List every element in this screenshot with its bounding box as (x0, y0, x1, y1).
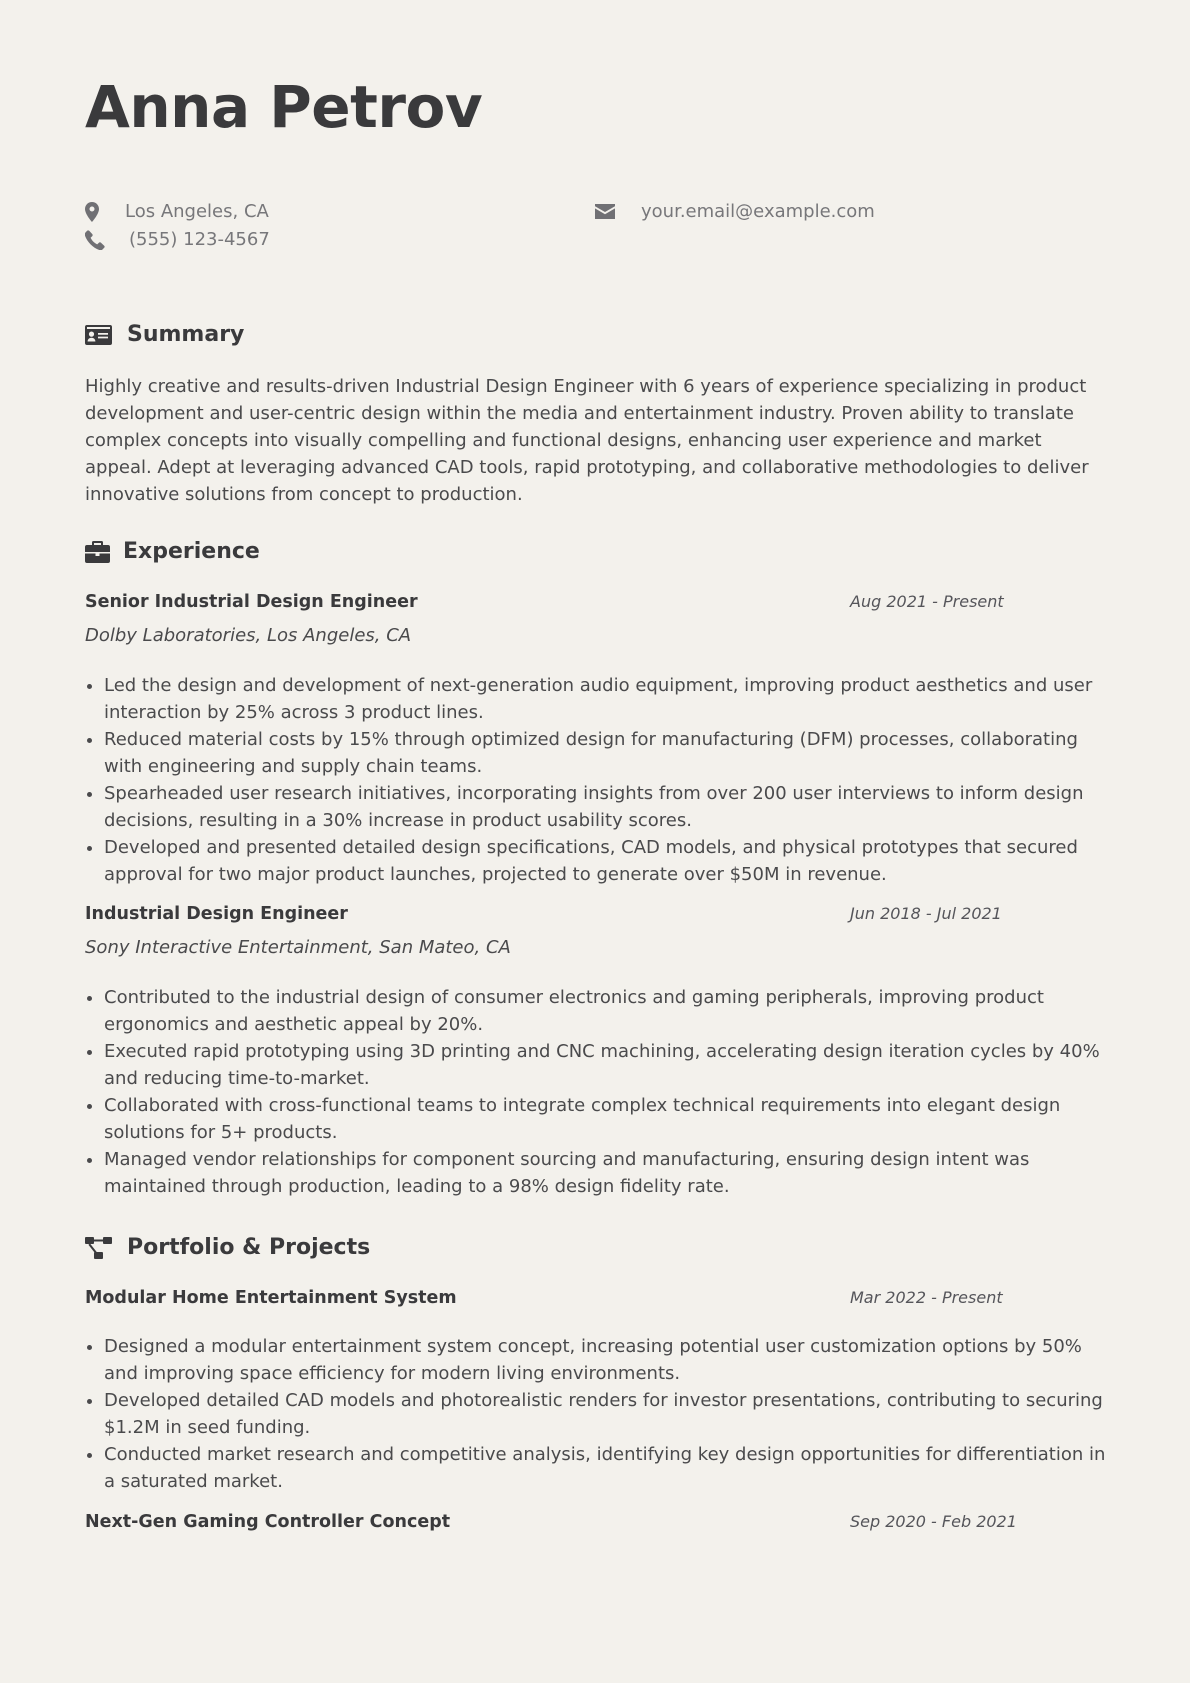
map-marker-icon (85, 202, 99, 222)
project-bullets (85, 1333, 1110, 1495)
bullet-item: Contributed to the industrial design of consumer electronics and gaming peripherals, improving product ergonomics and aesthetic appeal by 20%. (85, 984, 1110, 1038)
project-diagram-icon (85, 1237, 112, 1259)
project-dates: Mar 2022 - Present (850, 1288, 1003, 1307)
phone-icon (85, 230, 105, 250)
bullet-item: Collaborated with cross-functional teams to integrate complex technical requirements into elegant design solutions for 5+ products. (85, 1092, 1110, 1146)
contact-email (595, 201, 875, 222)
bullet-item: Spearheaded user research initiatives, incorporating insights from over 200 user interviews to inform design decisions, resulting in a 30% increase in product usability scores. (85, 780, 1110, 834)
summary-text: Highly creative and results-driven Industrial Design Engineer with 6 years of experience specializing in product development and user-centric design within the media and entertainment industry. Proven ability to translate complex concepts into visually compelling and functional designs, enhancing user experience and market appeal. Adept at leveraging advanced CAD tools, rapid prototyping, and collaborative methodologies to deliver innovative solutions from concept to production. (85, 376, 1089, 505)
section-heading-projects (85, 1235, 370, 1260)
job-bullets (85, 672, 1110, 888)
job-title: Senior Industrial Design Engineer (85, 592, 418, 612)
project-title: Modular Home Entertainment System (85, 1288, 457, 1308)
candidate-name: Anna Petrov (85, 73, 483, 141)
bullet-item: Reduced material costs by 15% through optimized design for manufacturing (DFM) processes, collaborating with engineering and supply chain teams. (85, 726, 1110, 780)
envelope-icon (595, 204, 615, 219)
phone-text[interactable]: (555) 123-4567 (129, 229, 270, 250)
section-heading-summary (85, 322, 244, 347)
projects-heading: Portfolio & Projects (127, 1235, 371, 1260)
bullet-item: Designed a modular entertainment system concept, increasing potential user customization options by 50% and improving space efficiency for modern living environments. (85, 1333, 1110, 1387)
contact-location (85, 201, 269, 222)
bullet-item: Managed vendor relationships for component sourcing and manufacturing, ensuring design intent was maintained through production, leading to a 98% design fidelity rate. (85, 1146, 1110, 1200)
bullet-item: Led the design and development of next-generation audio equipment, improving product aesthetics and user interaction by 25% across 3 product lines. (85, 672, 1110, 726)
bullet-item: Executed rapid prototyping using 3D printing and CNC machining, accelerating design iteration cycles by 40% and reducing time-to-market. (85, 1038, 1110, 1092)
id-card-icon (85, 325, 112, 345)
job-title: Industrial Design Engineer (85, 904, 348, 924)
project-dates: Sep 2020 - Feb 2021 (850, 1512, 1017, 1531)
bullet-item: Conducted market research and competitive analysis, identifying key design opportunities for differentiation in a saturated market. (85, 1441, 1110, 1495)
job-dates: Aug 2021 - Present (850, 592, 1004, 611)
project-title: Next-Gen Gaming Controller Concept (85, 1512, 451, 1532)
email-text[interactable]: your.email@example.com (641, 201, 875, 222)
job-dates: Jun 2018 - Jul 2021 (850, 904, 1002, 923)
job-bullets (85, 984, 1110, 1200)
section-heading-experience (85, 539, 260, 564)
briefcase-icon (85, 541, 110, 563)
bullet-item: Developed and presented detailed design specifications, CAD models, and physical prototypes that secured approval for two major product launches, projected to generate over $50M in revenue. (85, 834, 1110, 888)
bullet-item: Developed detailed CAD models and photorealistic renders for investor presentations, contributing to securing $1.2M in seed funding. (85, 1387, 1110, 1441)
summary-heading: Summary (127, 322, 245, 347)
job-company: Sony Interactive Entertainment, San Mateo, CA (85, 937, 511, 958)
contact-phone (85, 229, 270, 250)
location-text: Los Angeles, CA (125, 201, 269, 222)
job-company: Dolby Laboratories, Los Angeles, CA (85, 625, 412, 646)
experience-heading: Experience (123, 539, 260, 564)
